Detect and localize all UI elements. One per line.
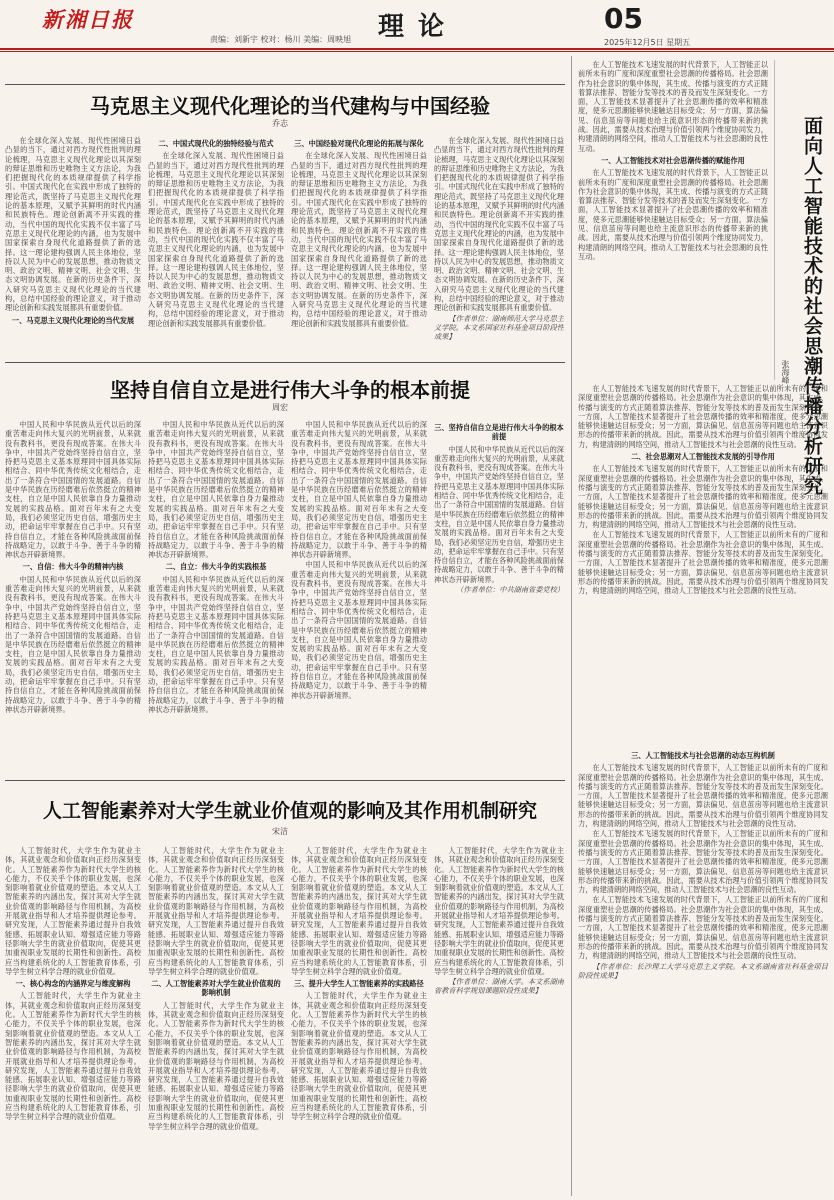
article-column (5, 420, 141, 776)
article-body: 人工智能时代，大学生作为就业主体，其就业观念和价值取向正经历深刻变化。人工智能素养作为新时代大学生的核心能力，不仅关乎个体的职业发展，也深刻影响着就业价值观的塑造。本文从人工智能素养的内涵出发，探讨其对大学生就业价值观的影响路径与作用机制，为高校开展就业指导和人才培养提供理论参考。研究发现，人工智能素养通过提升自我效能感、拓展职业认知、增强适应能力等路径影响大学生的就业价值取向，促使其更加重视职业发展的长期性和创新性。高校应当构建系统化的人工智能教育体系，引导学生树立科学合理的就业价值观。 (148, 846, 284, 976)
article-body: 在全球化深入发展、现代性困境日益凸显的当下，通过对西方现代性批判的理论梳理，马克思主义现代化理论以其深刻的辩证思维和历史唯物主义方法论，为我们把握现代化的本质规律提供了科学指引。中国式现代化在实践中形成了独特的理论范式，既坚持了马克思主义现代化理论的基本原理，又赋予其鲜明的时代内涵和民族特色。理论创新离不开实践的推动，当代中国的现代化实践不仅丰富了马克思主义现代化理论的内涵，也为发展中国家探索自身现代化道路提供了新的选择。这一理论建构强调人民主体地位，坚持以人民为中心的发展思想，推动物质文明、政治文明、精神文明、社会文明、生态文明协调发展。在新的历史条件下，深入研究马克思主义现代化理论的当代建构，总结中国经验的理论意义，对于推动理论创新和实践发展都具有重要价值。 (434, 136, 564, 313)
article-body: 人工智能时代，大学生作为就业主体，其就业观念和价值取向正经历深刻变化。人工智能素养作为新时代大学生的核心能力，不仅关乎个体的职业发展，也深刻影响着就业价值观的塑造。本文从人工智能素养的内涵出发，探讨其对大学生就业价值观的影响路径与作用机制，为高校开展就业指导和人才培养提供理论参考。研究发现，人工智能素养通过提升自我效能感、拓展职业认知、增强适应能力等路径影响大学生的就业价值取向，促使其更加重视职业发展的长期性和创新性。高校应当构建系统化的人工智能教育体系，引导学生树立科学合理的就业价值观。 (291, 991, 427, 1122)
divider (5, 84, 565, 85)
article-author: 宋洁 (272, 827, 288, 836)
article-column (578, 60, 768, 380)
article-body: 在全球化深入发展、现代性困境日益凸显的当下，通过对西方现代性批判的理论梳理，马克思主义现代化理论以其深刻的辩证思维和历史唯物主义方法论，为我们把握现代化的本质规律提供了科学指引。中国式现代化在实践中形成了独特的理论范式，既坚持了马克思主义现代化理论的基本原理，又赋予其鲜明的时代内涵和民族特色。理论创新离不开实践的推动，当代中国的现代化实践不仅丰富了马克思主义现代化理论的内涵，也为发展中国家探索自身现代化道路提供了新的选择。这一理论建构强调人民主体地位，坚持以人民为中心的发展思想，推动物质文明、政治文明、精神文明、社会文明、生态文明协调发展。在新的历史条件下，深入研究马克思主义现代化理论的当代建构，总结中国经验的理论意义，对于推动理论创新和实践发展都具有重要价值。 (148, 151, 284, 328)
article-body: 中国人民和中华民族从近代以后的深重苦难走向伟大复兴的光明前景，从来就没有教科书，更没有现成答案。在伟大斗争中，中国共产党始终坚持自信自立，坚持把马克思主义基本原理同中国具体实际相结合、同中华优秀传统文化相结合，走出了一条符合中国国情的发展道路。自信是中华民族在历经磨难后依然挺立的精神支柱，自立是中国人民依靠自身力量推动发展的实践品格。面对百年未有之大变局，我们必须坚定历史自信，增强历史主动，把命运牢牢掌握在自己手中。只有坚持自信自立，才能在各种风险挑战面前保持战略定力，以敢于斗争、善于斗争的精神状态开辟新境界。 (291, 560, 427, 700)
section-title: 理论 (377, 12, 458, 42)
article-body: 在人工智能技术飞速发展的时代背景下，人工智能正以前所未有的广度和深度重塑社会思潮的传播格局。社会思潮作为社会意识的集中体现，其生成、传播与演变的方式正随着算法推荐、智能分发等技术的普及而发生深刻变化。一方面，人工智能技术显著提升了社会思潮传播的效率和精准度，使多元思潮能够快速触达目标受众；另一方面，算法偏见、信息茧房等问题也给主流意识形态的传播带来新的挑战。因此，需要从技术治理与价值引领两个维度协同发力，构建清朗的网络空间，推动人工智能技术与社会思潮的良性互动。 (578, 60, 768, 153)
article-column (434, 420, 564, 776)
article-title[interactable]: 坚持自信自立是进行伟大斗争的根本前提 (110, 378, 470, 402)
article-body: 人工智能时代，大学生作为就业主体，其就业观念和价值取向正经历深刻变化。人工智能素养作为新时代大学生的核心能力，不仅关乎个体的职业发展，也深刻影响着就业价值观的塑造。本文从人工智能素养的内涵出发，探讨其对大学生就业价值观的影响路径与作用机制，为高校开展就业指导和人才培养提供理论参考。研究发现，人工智能素养通过提升自我效能感、拓展职业认知、增强适应能力等路径影响大学生的就业价值取向，促使其更加重视职业发展的长期性和创新性。高校应当构建系统化的人工智能教育体系，引导学生树立科学合理的就业价值观。 (5, 991, 141, 1122)
article-body: 中国人民和中华民族从近代以后的深重苦难走向伟大复兴的光明前景，从来就没有教科书，更没有现成答案。在伟大斗争中，中国共产党始终坚持自信自立，坚持把马克思主义基本原理同中国具体实际相结合、同中华优秀传统文化相结合，走出了一条符合中国国情的发展道路。自信是中华民族在历经磨难后依然挺立的精神支柱，自立是中国人民依靠自身力量推动发展的实践品格。面对百年未有之大变局，我们必须坚定历史自信，增强历史主动，把命运牢牢掌握在自己手中。只有坚持自信自立，才能在各种风险挑战面前保持战略定力，以敢于斗争、善于斗争的精神状态开辟新境界。 (434, 444, 564, 584)
top-rule-thin (0, 51, 834, 52)
article-title[interactable]: 面向人工智能技术的社会思潮传播分析研究 (801, 116, 823, 496)
subheading: 三、坚持自信自立是进行伟大斗争的根本前提 (434, 423, 564, 442)
article-body: 在人工智能技术飞速发展的时代背景下，人工智能正以前所未有的广度和深度重塑社会思潮的传播格局。社会思潮作为社会意识的集中体现，其生成、传播与演变的方式正随着算法推荐、智能分发等技术的普及而发生深刻变化。一方面，人工智能技术显著提升了社会思潮传播的效率和精准度，使多元思潮能够快速触达目标受众；另一方面，算法偏见、信息茧房等问题也给主流意识形态的传播带来新的挑战。因此，需要从技术治理与价值引领两个维度协同发力，构建清朗的网络空间，推动人工智能技术与社会思潮的良性互动。 (578, 763, 828, 829)
article-body: 中国人民和中华民族从近代以后的深重苦难走向伟大复兴的光明前景，从来就没有教科书，更没有现成答案。在伟大斗争中，中国共产党始终坚持自信自立，坚持把马克思主义基本原理同中国具体实际相结合、同中华优秀传统文化相结合，走出了一条符合中国国情的发展道路。自信是中华民族在历经磨难后依然挺立的精神支柱，自立是中国人民依靠自身力量推动发展的实践品格。面对百年未有之大变局，我们必须坚定历史自信，增强历史主动，把命运牢牢掌握在自己手中。只有坚持自信自立，才能在各种风险挑战面前保持战略定力，以敢于斗争、善于斗争的精神状态开辟新境界。 (5, 574, 141, 714)
article-body: 在人工智能技术飞速发展的时代背景下，人工智能正以前所未有的广度和深度重塑社会思潮的传播格局。社会思潮作为社会意识的集中体现，其生成、传播与演变的方式正随着算法推荐、智能分发等技术的普及而发生深刻变化。一方面，人工智能技术显著提升了社会思潮传播的效率和精准度，使多元思潮能够快速触达目标受众；另一方面，算法偏见、信息茧房等问题也给主流意识形态的传播带来新的挑战。因此，需要从技术治理与价值引领两个维度协同发力，构建清朗的网络空间，推动人工智能技术与社会思潮的良性互动。 (578, 464, 828, 530)
article-body: 人工智能时代，大学生作为就业主体，其就业观念和价值取向正经历深刻变化。人工智能素养作为新时代大学生的核心能力，不仅关乎个体的职业发展，也深刻影响着就业价值观的塑造。本文从人工智能素养的内涵出发，探讨其对大学生就业价值观的影响路径与作用机制，为高校开展就业指导和人才培养提供理论参考。研究发现，人工智能素养通过提升自我效能感、拓展职业认知、增强适应能力等路径影响大学生的就业价值取向，促使其更加重视职业发展的长期性和创新性。高校应当构建系统化的人工智能教育体系，引导学生树立科学合理的就业价值观。 (5, 846, 141, 976)
article-footnote: 【作者单位：湖南师范大学马克思主义学院。本文系国家社科基金项目阶段性成果】 (434, 313, 564, 342)
article-column (5, 846, 141, 1192)
article-column (434, 846, 564, 1192)
article-body: 人工智能时代，大学生作为就业主体，其就业观念和价值取向正经历深刻变化。人工智能素养作为新时代大学生的核心能力，不仅关乎个体的职业发展，也深刻影响着就业价值观的塑造。本文从人工智能素养的内涵出发，探讨其对大学生就业价值观的影响路径与作用机制，为高校开展就业指导和人才培养提供理论参考。研究发现，人工智能素养通过提升自我效能感、拓展职业认知、增强适应能力等路径影响大学生的就业价值取向，促使其更加重视职业发展的长期性和创新性。高校应当构建系统化的人工智能教育体系，引导学生树立科学合理的就业价值观。 (148, 1000, 284, 1131)
article-body: 在人工智能技术飞速发展的时代背景下，人工智能正以前所未有的广度和深度重塑社会思潮的传播格局。社会思潮作为社会意识的集中体现，其生成、传播与演变的方式正随着算法推荐、智能分发等技术的普及而发生深刻变化。一方面，人工智能技术显著提升了社会思潮传播的效率和精准度，使多元思潮能够快速触达目标受众；另一方面，算法偏见、信息茧房等问题也给主流意识形态的传播带来新的挑战。因此，需要从技术治理与价值引领两个维度协同发力，构建清朗的网络空间，推动人工智能技术与社会思潮的良性互动。 (578, 168, 768, 261)
publish-date: 2025年12月5日 星期五 (604, 38, 691, 47)
article-body: 在全球化深入发展、现代性困境日益凸显的当下，通过对西方现代性批判的理论梳理，马克思主义现代化理论以其深刻的辩证思维和历史唯物主义方法论，为我们把握现代化的本质规律提供了科学指引。中国式现代化在实践中形成了独特的理论范式，既坚持了马克思主义现代化理论的基本原理，又赋予其鲜明的时代内涵和民族特色。理论创新离不开实践的推动，当代中国的现代化实践不仅丰富了马克思主义现代化理论的内涵，也为发展中国家探索自身现代化道路提供了新的选择。这一理论建构强调人民主体地位，坚持以人民为中心的发展思想，推动物质文明、政治文明、精神文明、社会文明、生态文明协调发展。在新的历史条件下，深入研究马克思主义现代化理论的当代建构，总结中国经验的理论意义，对于推动理论创新和实践发展都具有重要价值。 (5, 136, 141, 313)
article-footnote: 【作者单位：湖南大学。本文系湖南省教育科学规划课题阶段性成果】 (434, 977, 564, 996)
article-body: 人工智能时代，大学生作为就业主体，其就业观念和价值取向正经历深刻变化。人工智能素养作为新时代大学生的核心能力，不仅关乎个体的职业发展，也深刻影响着就业价值观的塑造。本文从人工智能素养的内涵出发，探讨其对大学生就业价值观的影响路径与作用机制，为高校开展就业指导和人才培养提供理论参考。研究发现，人工智能素养通过提升自我效能感、拓展职业认知、增强适应能力等路径影响大学生的就业价值取向，促使其更加重视职业发展的长期性和创新性。高校应当构建系统化的人工智能教育体系，引导学生树立科学合理的就业价值观。 (434, 846, 564, 976)
article-author: 周宏 (272, 403, 288, 412)
subheading: 二、社会思潮对人工智能技术发展的引导作用 (631, 452, 775, 462)
masthead (0, 0, 834, 50)
article-body: 中国人民和中华民族从近代以后的深重苦难走向伟大复兴的光明前景，从来就没有教科书，更没有现成答案。在伟大斗争中，中国共产党始终坚持自信自立，坚持把马克思主义基本原理同中国具体实际相结合、同中华优秀传统文化相结合，走出了一条符合中国国情的发展道路。自信是中华民族在历经磨难后依然挺立的精神支柱，自立是中国人民依靠自身力量推动发展的实践品格。面对百年未有之大变局，我们必须坚定历史自信，增强历史主动，把命运牢牢掌握在自己手中。只有坚持自信自立，才能在各种风险挑战面前保持战略定力，以敢于斗争、善于斗争的精神状态开辟新境界。 (291, 420, 427, 560)
article-title[interactable]: 人工智能素养对大学生就业价值观的影响及其作用机制研究 (42, 800, 537, 822)
article-author: 乔志 (272, 119, 288, 128)
article-body: 在人工智能技术飞速发展的时代背景下，人工智能正以前所未有的广度和深度重塑社会思潮的传播格局。社会思潮作为社会意识的集中体现，其生成、传播与演变的方式正随着算法推荐、智能分发等技术的普及而发生深刻变化。一方面，人工智能技术显著提升了社会思潮传播的效率和精准度，使多元思潮能够快速触达目标受众；另一方面，算法偏见、信息茧房等问题也给主流意识形态的传播带来新的挑战。因此，需要从技术治理与价值引领两个维度协同发力，构建清朗的网络空间，推动人工智能技术与社会思潮的良性互动。 (578, 384, 828, 449)
article-body: 在人工智能技术飞速发展的时代背景下，人工智能正以前所未有的广度和深度重塑社会思潮的传播格局。社会思潮作为社会意识的集中体现，其生成、传播与演变的方式正随着算法推荐、智能分发等技术的普及而发生深刻变化。一方面，人工智能技术显著提升了社会思潮传播的效率和精准度，使多元思潮能够快速触达目标受众；另一方面，算法偏见、信息茧房等问题也给主流意识形态的传播带来新的挑战。因此，需要从技术治理与价值引领两个维度协同发力，构建清朗的网络空间，推动人工智能技术与社会思潮的良性互动。 (578, 530, 828, 596)
article-column (291, 846, 427, 1192)
article-column (148, 136, 284, 356)
subheading: 二、人工智能素养对大学生就业价值观的影响机制 (151, 979, 281, 998)
subheading: 一、马克思主义现代化理论的当代发展 (11, 315, 135, 325)
page-number: 05 (604, 2, 643, 35)
article-body: 在人工智能技术飞速发展的时代背景下，人工智能正以前所未有的广度和深度重塑社会思潮的传播格局。社会思潮作为社会意识的集中体现，其生成、传播与演变的方式正随着算法推荐、智能分发等技术的普及而发生深刻变化。一方面，人工智能技术显著提升了社会思潮传播的效率和精准度，使多元思潮能够快速触达目标受众；另一方面，算法偏见、信息茧房等问题也给主流意识形态的传播带来新的挑战。因此，需要从技术治理与价值引领两个维度协同发力，构建清朗的网络空间，推动人工智能技术与社会思潮的良性互动。 (578, 829, 828, 895)
subheading: 一、核心构念的内涵界定与维度解构 (15, 979, 131, 989)
article-body: 在人工智能技术飞速发展的时代背景下，人工智能正以前所未有的广度和深度重塑社会思潮的传播格局。社会思潮作为社会意识的集中体现，其生成、传播与演变的方式正随着算法推荐、智能分发等技术的普及而发生深刻变化。一方面，人工智能技术显著提升了社会思潮传播的效率和精准度，使多元思潮能够快速触达目标受众；另一方面，算法偏见、信息茧房等问题也给主流意识形态的传播带来新的挑战。因此，需要从技术治理与价值引领两个维度协同发力，构建清朗的网络空间，推动人工智能技术与社会思潮的良性互动。 (578, 895, 828, 961)
article-author: 张海峰 (781, 360, 790, 384)
article-body: 中国人民和中华民族从近代以后的深重苦难走向伟大复兴的光明前景，从来就没有教科书，更没有现成答案。在伟大斗争中，中国共产党始终坚持自信自立，坚持把马克思主义基本原理同中国具体实际相结合、同中华优秀传统文化相结合，走出了一条符合中国国情的发展道路。自信是中华民族在历经磨难后依然挺立的精神支柱，自立是中国人民依靠自身力量推动发展的实践品格。面对百年未有之大变局，我们必须坚定历史自信，增强历史主动，把命运牢牢掌握在自己手中。只有坚持自信自立，才能在各种风险挑战面前保持战略定力，以敢于斗争、善于斗争的精神状态开辟新境界。 (5, 420, 141, 560)
article-body: 中国人民和中华民族从近代以后的深重苦难走向伟大复兴的光明前景，从来就没有教科书，更没有现成答案。在伟大斗争中，中国共产党始终坚持自信自立，坚持把马克思主义基本原理同中国具体实际相结合、同中华优秀传统文化相结合，走出了一条符合中国国情的发展道路。自信是中华民族在历经磨难后依然挺立的精神支柱，自立是中国人民依靠自身力量推动发展的实践品格。面对百年未有之大变局，我们必须坚定历史自信，增强历史主动，把命运牢牢掌握在自己手中。只有坚持自信自立，才能在各种风险挑战面前保持战略定力，以敢于斗争、善于斗争的精神状态开辟新境界。 (148, 574, 284, 714)
article-title[interactable]: 马克思主义现代化理论的当代建构与中国经验 (90, 94, 490, 118)
article-column (5, 136, 141, 356)
divider (5, 362, 565, 363)
subheading: 三、提升大学生人工智能素养的实践路径 (294, 979, 424, 989)
divider (5, 780, 565, 781)
article-footnote: （作者单位：中共湖南省委党校） (456, 585, 564, 595)
subheading: 三、人工智能技术与社会思潮的动态互构机制 (631, 751, 775, 760)
top-rule (0, 48, 834, 50)
article-body: 人工智能时代，大学生作为就业主体，其就业观念和价值取向正经历深刻变化。人工智能素养作为新时代大学生的核心能力，不仅关乎个体的职业发展，也深刻影响着就业价值观的塑造。本文从人工智能素养的内涵出发，探讨其对大学生就业价值观的影响路径与作用机制，为高校开展就业指导和人才培养提供理论参考。研究发现，人工智能素养通过提升自我效能感、拓展职业认知、增强适应能力等路径影响大学生的就业价值取向，促使其更加重视职业发展的长期性和创新性。高校应当构建系统化的人工智能教育体系，引导学生树立科学合理的就业价值观。 (291, 846, 427, 976)
article-column (578, 748, 828, 1192)
article-body: 中国人民和中华民族从近代以后的深重苦难走向伟大复兴的光明前景，从来就没有教科书，更没有现成答案。在伟大斗争中，中国共产党始终坚持自信自立，坚持把马克思主义基本原理同中国具体实际相结合、同中华优秀传统文化相结合，走出了一条符合中国国情的发展道路。自信是中华民族在历经磨难后依然挺立的精神支柱，自立是中国人民依靠自身力量推动发展的实践品格。面对百年未有之大变局，我们必须坚定历史自信，增强历史主动，把命运牢牢掌握在自己手中。只有坚持自信自立，才能在各种风险挑战面前保持战略定力，以敢于斗争、善于斗争的精神状态开辟新境界。 (148, 420, 284, 560)
article-column (148, 846, 284, 1192)
article-column (291, 420, 427, 776)
editor-credits: 责编：刘新宇 校对：杨川 美编：周映旭 (210, 35, 352, 44)
article-column (578, 384, 828, 744)
subheading: 三、中国经验对现代化理论的拓展与深化 (294, 139, 424, 148)
newspaper-logo: 新湘日报 (42, 8, 134, 32)
article-column (434, 136, 564, 356)
title-separator (774, 60, 775, 380)
article-column (291, 136, 427, 356)
article-footnote: 【作者单位：长沙理工大学马克思主义学院。本文系湖南省社科基金项目阶段性成果】 (578, 961, 828, 980)
subheading: 二、中国式现代化的独特经验与范式 (158, 139, 274, 148)
column-separator (571, 56, 572, 1196)
article-body: 在全球化深入发展、现代性困境日益凸显的当下，通过对西方现代性批判的理论梳理，马克思主义现代化理论以其深刻的辩证思维和历史唯物主义方法论，为我们把握现代化的本质规律提供了科学指引。中国式现代化在实践中形成了独特的理论范式，既坚持了马克思主义现代化理论的基本原理，又赋予其鲜明的时代内涵和民族特色。理论创新离不开实践的推动，当代中国的现代化实践不仅丰富了马克思主义现代化理论的内涵，也为发展中国家探索自身现代化道路提供了新的选择。这一理论建构强调人民主体地位，坚持以人民为中心的发展思想，推动物质文明、政治文明、精神文明、社会文明、生态文明协调发展。在新的历史条件下，深入研究马克思主义现代化理论的当代建构，总结中国经验的理论意义，对于推动理论创新和实践发展都具有重要价值。 (291, 151, 427, 328)
subheading: 二、自立：伟大斗争的实践根基 (165, 562, 267, 572)
subheading: 一、自信：伟大斗争的精神内核 (22, 562, 124, 572)
subheading: 一、人工智能技术对社会思潮传播的赋能作用 (601, 155, 745, 165)
article-column (148, 420, 284, 776)
